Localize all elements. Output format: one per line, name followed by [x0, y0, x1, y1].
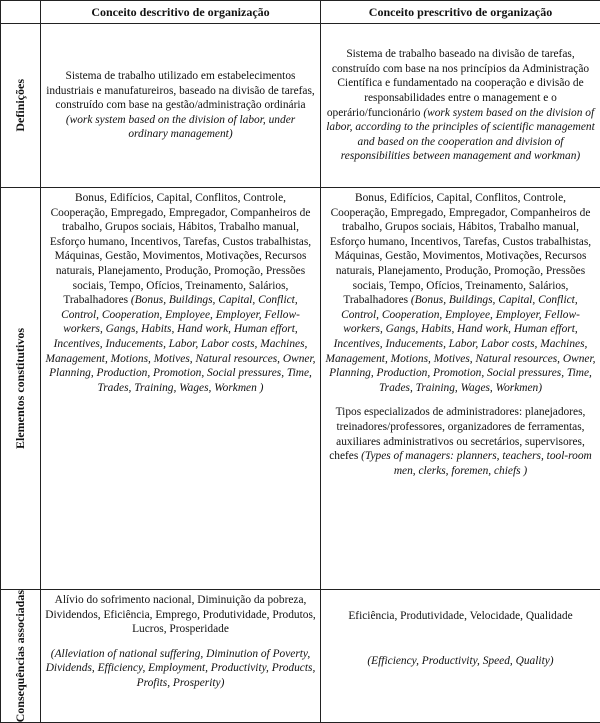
header-descriptive: Conceito descritivo de organização: [41, 1, 321, 24]
definition-descriptive-text: Sistema de trabalho utilizado em estabelecimentos industriais e manufatureiros, baseado na divisão de tarefas, construído com base na gestão/administração ordinária: [46, 70, 315, 111]
header-row: [1, 1, 600, 24]
definition-prescriptive-english: (work system based on the division of labor, according to the principles of scientific management and based on the cooperation and division of responsibilities between management and workman): [326, 107, 594, 163]
corner-cell: [1, 1, 41, 24]
definition-prescriptive: [321, 24, 600, 188]
row-definitions: [1, 24, 600, 188]
definition-descriptive: [41, 24, 321, 188]
manager-types-english: (Types of managers: planners, teachers, tool-room men, clerks, foremen, chiefs ): [361, 450, 592, 477]
consequences-descriptive: [41, 590, 321, 723]
elements-descriptive-text: Bonus, Edifícios, Capital, Conflitos, Controle, Cooperação, Empregado, Empregador, Companheiros de trabalho, Grupos sociais, Hábitos, Trabalho manual, Esforço humano, Incentivos, Tarefas, Custos trabalhistas, Máquinas, Gestão, Movimentos, Motivações, Recursos naturais, Planejamento, Produção, Promoção, Pressões sociais, Tempo, Ofícios, Treinamento, Salários, Trabalhadores: [50, 192, 311, 306]
row-label-cell: [1, 24, 41, 188]
consequences-descriptive-english: (Alleviation of national suffering, Diminution of Poverty, Dividends, Efficiency, Employment, Productivity, Products, Profits, Prosperity): [46, 648, 316, 689]
consequences-prescriptive-text: Eficiência, Produtividade, Velocidade, Qualidade: [325, 593, 596, 624]
elements-descriptive: [41, 188, 321, 590]
definition-descriptive-english: (work system based on the division of labor, under ordinary management): [66, 114, 295, 141]
manager-types-text: Tipos especializados de administradores: planejadores, treinadores/professores, organizadores de ferramentas, auxiliares administrativos ou secretários, supervisores, chefes: [329, 406, 585, 462]
row-label-elements: Elementos constitutivos: [14, 328, 27, 449]
spacer: [325, 395, 596, 405]
row-consequences: [1, 590, 600, 723]
spacer: [45, 637, 316, 647]
elements-prescriptive: [321, 188, 600, 590]
row-elements: [1, 188, 600, 590]
row-label-consequences: Consequências associadas: [14, 590, 27, 722]
elements-prescriptive-text: Bonus, Edifícios, Capital, Conflitos, Controle, Cooperação, Empregado, Empregador, Companheiros de trabalho, Grupos sociais, Hábitos, Trabalho manual, Esforço humano, Incentivos, Tarefas, Custos trabalhistas, Máquinas, Gestão, Movimentos, Motivações, Recursos naturais, Planejamento, Produção, Promoção, Pressões sociais, Tempo, Ofícios, Treinamento, Salários, Trabalhadores: [330, 192, 591, 306]
elements-descriptive-english: (Bonus, Buildings, Capital, Conflict, Control, Cooperation, Employee, Employer, Fellow-workers, Gangs, Habits, Hand work, Human effort, Incentives, Inducements, Labor, Labor costs, Machines, Management, Motions, Motives, Natural resources, Owner, Planning, Production, Promotion, Social pressures, Time, Trades, Training, Wages, Workmen ): [46, 294, 316, 394]
consequences-prescriptive: [321, 590, 600, 723]
row-label-cell: [1, 188, 41, 590]
row-label-definitions: Definições: [14, 79, 27, 132]
elements-prescriptive-english: (Bonus, Buildings, Capital, Conflict, Control, Cooperation, Employee, Employer, Fellow-workers, Gangs, Habits, Hand work, Human effort, Incentives, Inducements, Labor, Labor costs, Machines, Management, Motions, Motives, Natural resources, Owner, Planning, Production, Promotion, Social pressures, Time, Trades, Training, Wages, Workmen): [326, 294, 596, 394]
header-prescriptive: Conceito prescritivo de organização: [321, 1, 600, 24]
spacer: [325, 624, 596, 654]
consequences-prescriptive-english: (Efficiency, Productivity, Speed, Quality): [367, 655, 553, 667]
consequences-descriptive-text: Alívio do sofrimento nacional, Diminuição da pobreza, Dividendos, Eficiência, Emprego, Produtividade, Produtos, Lucros, Prosperidade: [45, 593, 316, 637]
definition-prescriptive-text: Sistema de trabalho baseado na divisão de tarefas, construído com base na nos princípios da Administração Científica e fundamentado na cooperação e divisão de responsabilidades entre o management e o operário/funcionário: [327, 48, 589, 118]
row-label-cell: [1, 590, 41, 723]
